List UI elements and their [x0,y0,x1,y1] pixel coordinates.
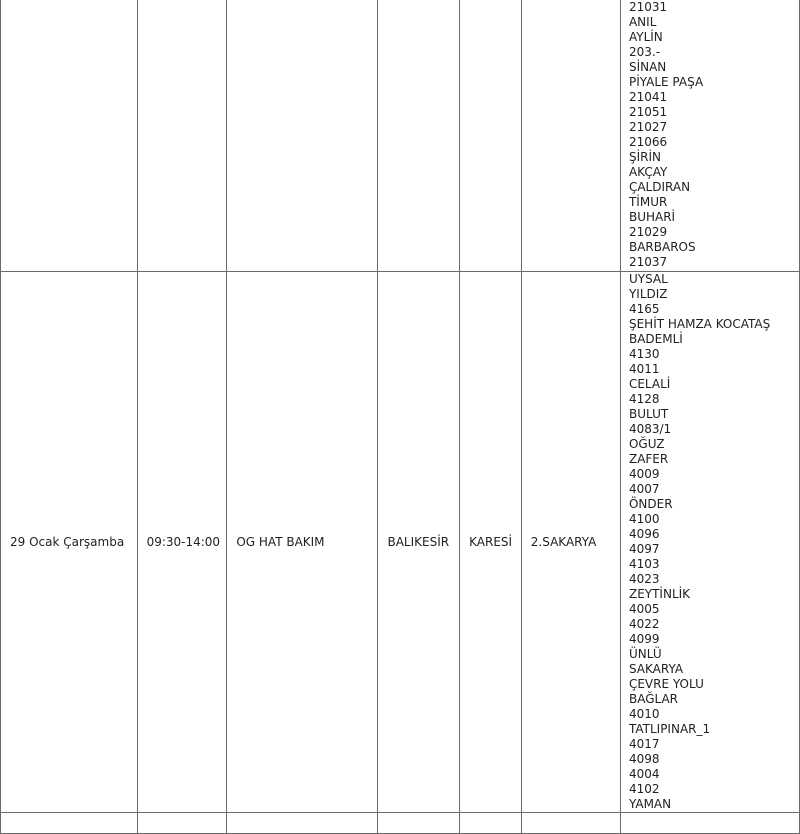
empty-cell [620,813,799,834]
street-name: 4128 [628,392,660,406]
street-name: ÜNLÜ [628,647,662,661]
street-name: YILDIZ [628,287,668,301]
street-name: 21029 [628,225,668,239]
street-name: UYSAL [628,272,668,286]
street-name: CELALİ [628,377,671,391]
street-name: SAKARYA [628,662,684,676]
street-name: 203.- [628,45,661,59]
table-row [1,813,800,834]
table-row [1,272,800,813]
street-name: 21041 [628,90,668,104]
street-name: 4096 [628,527,660,541]
street-name: 4009 [628,467,660,481]
street-name: 4100 [628,512,660,526]
empty-cell [1,813,138,834]
street-name: ÇALDIRAN [628,180,691,194]
street-name: SİNAN [628,60,667,74]
street-name: 21051 [628,105,668,119]
street-name: 4005 [628,602,660,616]
streets-cell [620,0,799,272]
street-name: 4083/1 [628,422,672,436]
street-name: ŞİRİN [628,150,661,164]
empty-cell [137,813,227,834]
street-name: ZEYTİNLİK [628,587,691,601]
street-name: 4010 [628,707,660,721]
street-name: OĞUZ [628,437,665,451]
street-name: ÇEVRE YOLU [628,677,704,691]
date-cell: 29 Ocak Çarşamba [1,272,138,813]
work-type-cell: OG HAT BAKIM [227,272,378,813]
street-name: ÖNDER [628,497,673,511]
street-name: 4004 [628,767,660,781]
street-name: ŞEHİT HAMZA KOCATAŞ [628,317,771,331]
empty-cell [227,813,378,834]
empty-cell [378,813,460,834]
street-name: BAĞLAR [628,692,679,706]
street-name: 4022 [628,617,660,631]
street-name: AYLİN [628,30,663,44]
time-cell [137,0,227,272]
time-cell: 09:30-14:00 [137,272,227,813]
street-name: 4098 [628,752,660,766]
street-name: 21066 [628,135,668,149]
street-name: 4097 [628,542,660,556]
street-name: 4165 [628,302,660,316]
street-name: AKÇAY [628,165,668,179]
street-name: BULUT [628,407,669,421]
street-name: TİMUR [628,195,668,209]
street-name: 4007 [628,482,660,496]
street-name: ZAFER [628,452,669,466]
empty-cell [521,813,620,834]
street-name: 4103 [628,557,660,571]
street-name: 4023 [628,572,660,586]
street-name: BADEMLİ [628,332,683,346]
street-name: 4130 [628,347,660,361]
neighborhood-cell [521,0,620,272]
street-name: 4099 [628,632,660,646]
street-name: YAMAN [628,797,672,811]
city-cell [378,0,460,272]
street-name: 21037 [628,255,668,269]
streets-cell [620,272,799,813]
street-name: 4102 [628,782,660,796]
district-cell [460,0,522,272]
city-cell: BALIKESİR [378,272,460,813]
street-name: ANIL [628,15,657,29]
street-name: TATLIPINAR_1 [628,722,711,736]
table-row [1,0,800,272]
street-name: PİYALE PAŞA [628,75,704,89]
district-cell: KARESİ [460,272,522,813]
street-name: 4017 [628,737,660,751]
street-name: 21031 [628,0,668,14]
street-name: 4011 [628,362,660,376]
work-type-cell [227,0,378,272]
street-name: BUHARİ [628,210,676,224]
street-name: BARBAROS [628,240,696,254]
date-cell [1,0,138,272]
empty-cell [460,813,522,834]
neighborhood-cell: 2.SAKARYA [521,272,620,813]
street-name: 21027 [628,120,668,134]
